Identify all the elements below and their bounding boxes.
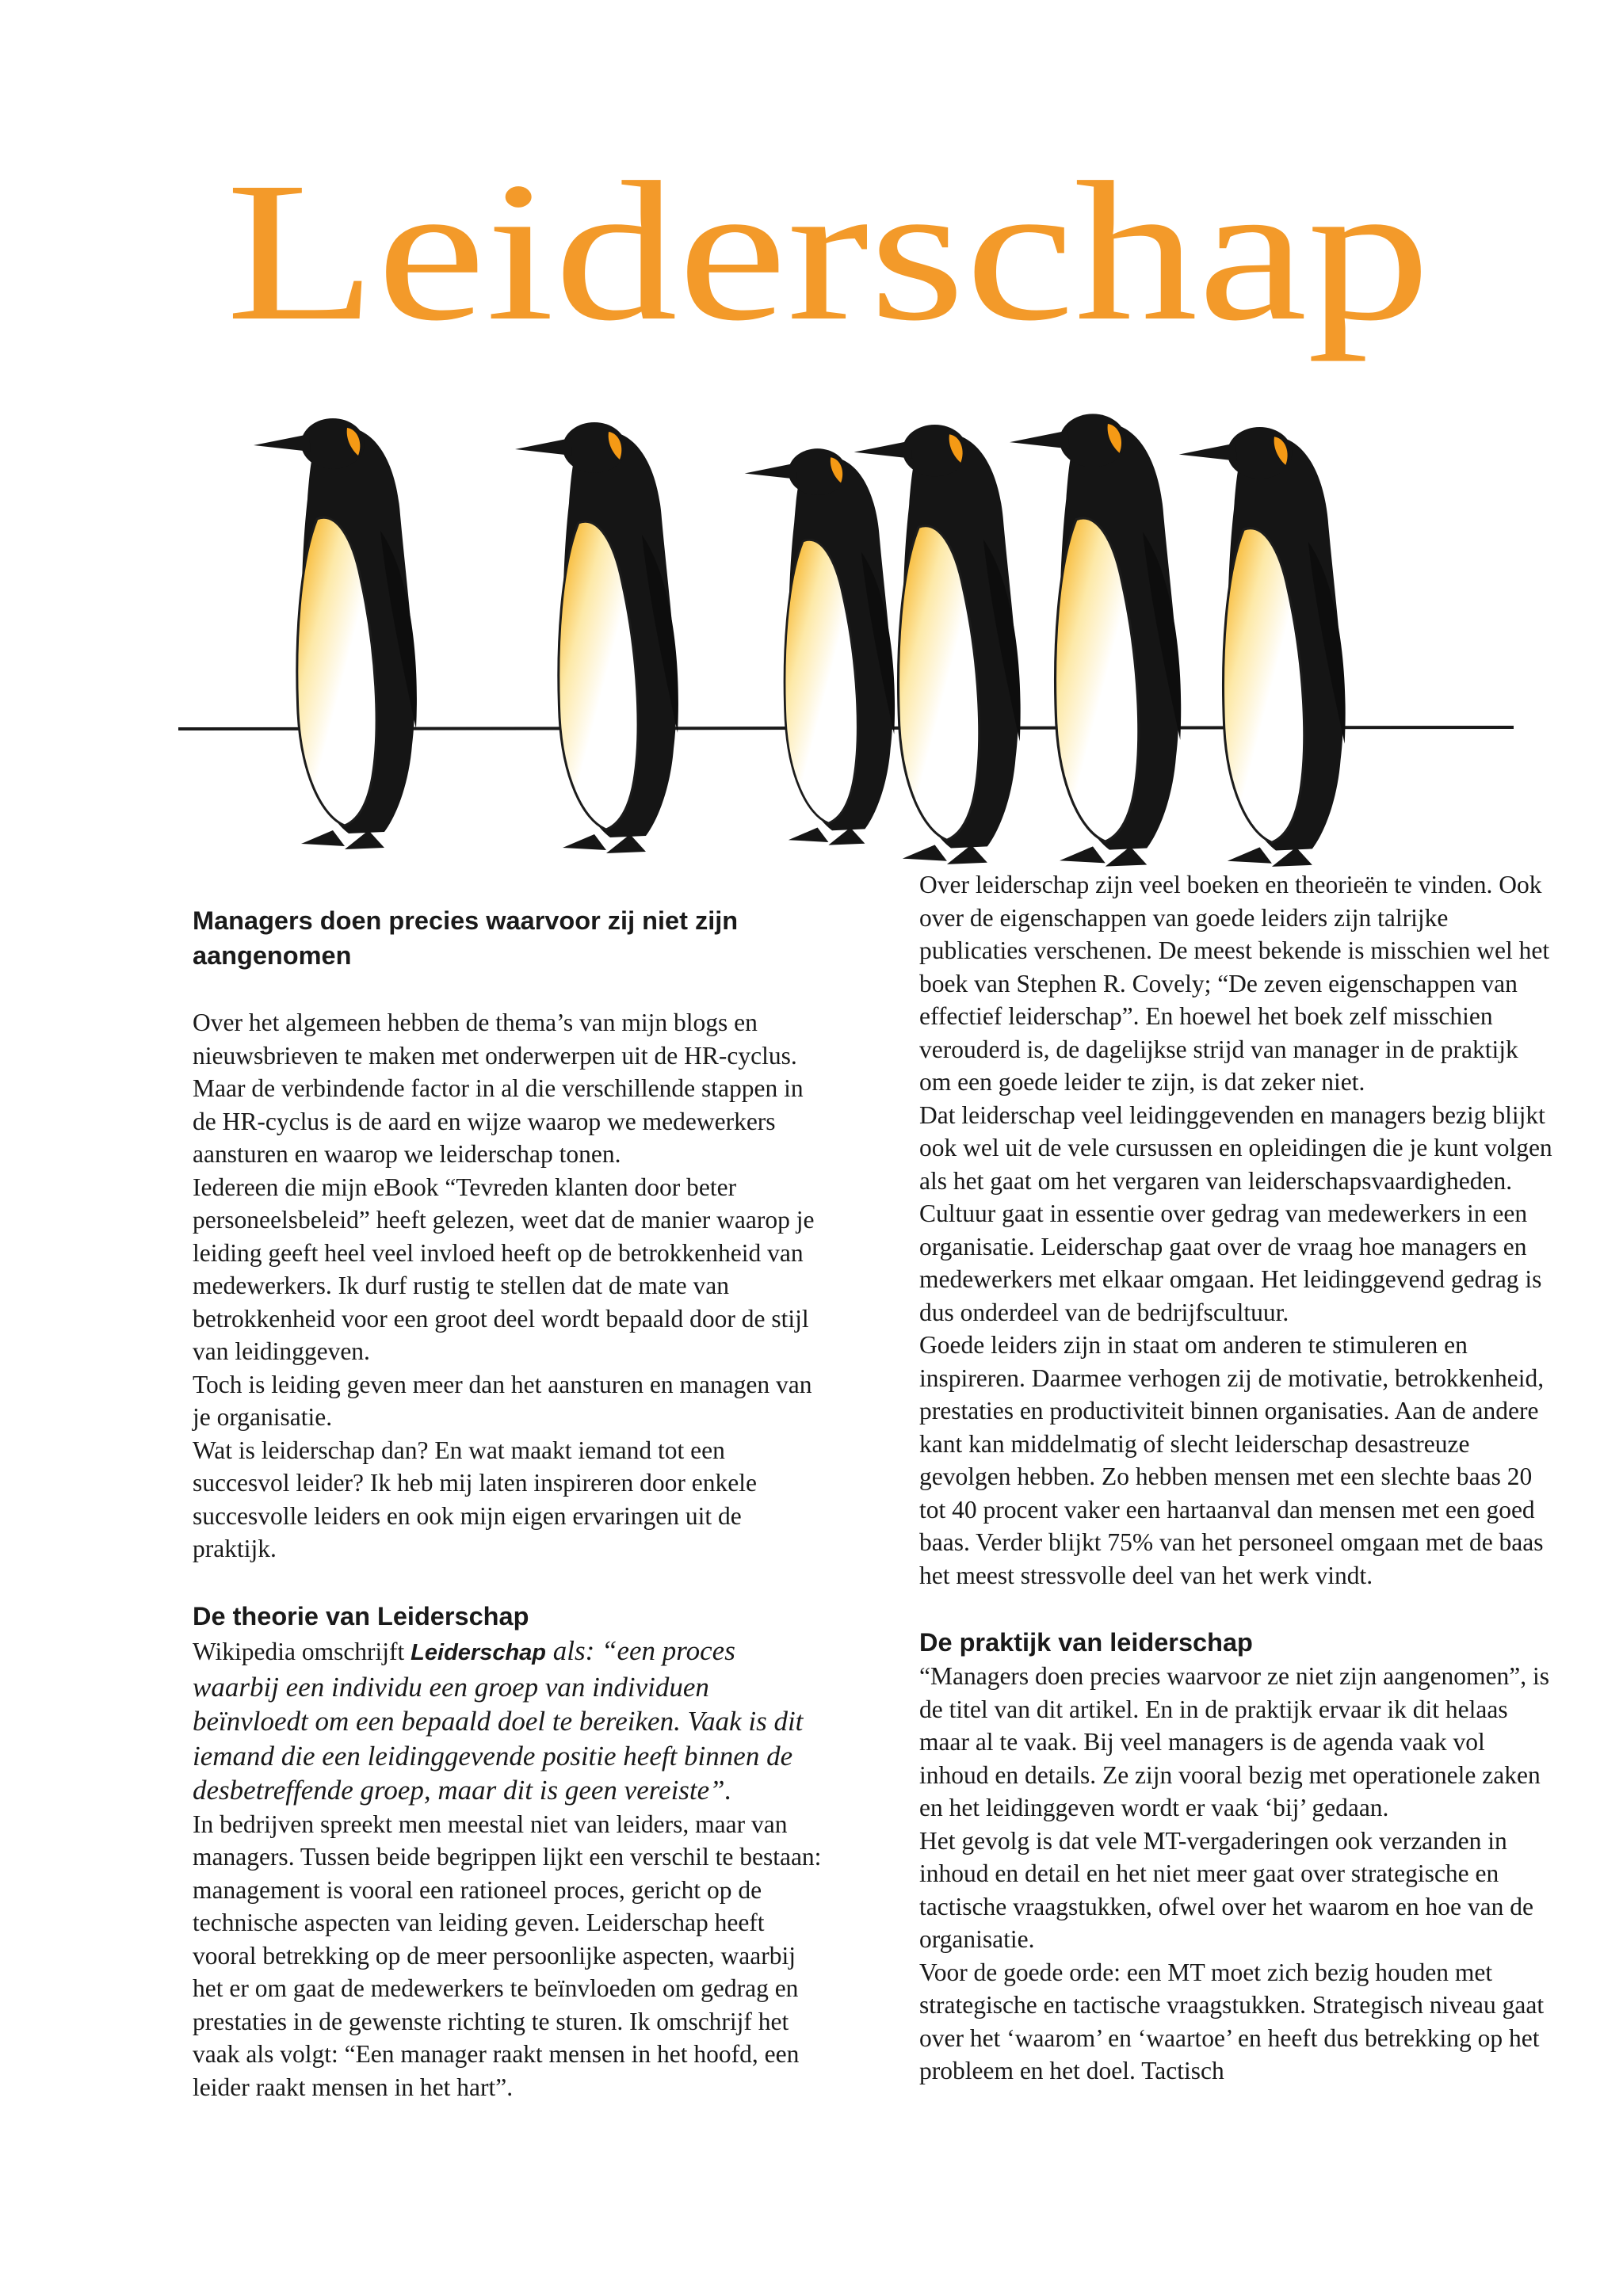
section-heading-theory: De theorie van Leiderschap <box>193 1601 529 1630</box>
wikipedia-quote <box>193 1634 827 1808</box>
paragraph: Over het algemeen hebben de thema’s van mijn blogs en nieuwsbrieven te maken met onderwerpen uit de HR-cyclus. Maar de verbindende factor in al die verschillende stappen in de HR-cyclus is de aard en wijze waarop we medewerkers aansturen en waarop we leiderschap tonen. <box>193 1009 804 1168</box>
paragraph: Toch is leiding geven meer dan het aansturen en managen van je organisatie. <box>193 1370 812 1431</box>
hero-banner <box>0 0 1623 871</box>
paragraph: Het gevolg is dat vele MT-vergaderingen ook verzanden in inhoud en detail en het niet meer gaat over strategische en tactische vraagstukken, ofwel over het waarom en hoe van de organisatie. <box>919 1826 1533 1953</box>
paragraph: Goede leiders zijn in staat om anderen te stimuleren en inspireren. Daarmee verhogen zij de motivatie, betrokkenheid, prestaties en productiviteit binnen organisaties. Aan de andere kant kan middelmatig of slecht leiderschap desastreuze gevolgen hebben. Zo hebben mensen met een slechte baas 20 tot 40 procent vaker een hartaanval dan mensen met een goed baas. Verder blijkt 75% van het personeel omgaan met de baas het meest stressvolle deel van het werk vindt. <box>919 1331 1545 1589</box>
paragraph: In bedrijven spreekt men meestal niet van leiders, maar van managers. Tussen beide begrippen lijkt een verschil te bestaan: management is vooral een rationeel proces, gericht op de technische aspecten van leiding geven. Leiderschap heeft vooral betrekking op de meer persoonlijke aspecten, waarbij het er om gaat de medewerkers te beïnvloeden om gedrag en prestaties in de gewenste richting te sturen. Ik omschrijf het vaak als volgt: “Een manager raakt mensen in het hoofd, een leider raakt mensen in het hart”. <box>193 1810 822 2101</box>
right-column <box>919 868 1553 2088</box>
paragraph: Wat is leiderschap dan? En wat maakt iemand tot een succesvol leider? Ik heb mij laten inspireren door enkele succesvolle leiders en ook mijn eigen ervaringen uit de praktijk. <box>193 1436 757 1562</box>
wiki-prefix: Wikipedia omschrijft <box>193 1637 411 1665</box>
section-heading-practice: De praktijk van leiderschap <box>919 1628 1253 1657</box>
left-column <box>193 903 827 2103</box>
wiki-quote-text: als: “een proces waarbij een individu een groep van individuen beïnvloedt om een bepaald doel te bereiken. Vaak is dit iemand die een leidinggevende positie heeft binnen de desbetreffende groep, maar dit is geen vereiste”. <box>193 1634 804 1806</box>
penguins-illustration <box>254 414 1346 866</box>
paragraph: Dat leiderschap veel leidinggevenden en managers bezig blijkt ook wel uit de vele cursussen en opleidingen die je kunt volgen als het gaat om het vergaren van leiderschapsvaardigheden. <box>919 1100 1552 1195</box>
paragraph: Over leiderschap zijn veel boeken en theorieën te vinden. Ook over de eigenschappen van goede leiders zijn talrijke publicaties verschenen. De meest bekende is misschien wel het boek van Stephen R. Covely; “De zeven eigenschappen van effectief leiderschap”. En hoewel het boek zelf misschien verouderd is, de dagelijkse strijd van manager in de praktijk om een goede leider te zijn, is dat zeker niet. <box>919 871 1550 1096</box>
paragraph: “Managers doen precies waarvoor ze niet zijn aangenomen”, is de titel van dit artikel. En in de praktijk ervaar ik dit helaas maar al te vaak. Bij veel managers is de agenda vaak vol inhoud en details. Ze zijn vooral bezig met operationele zaken en het leidinggeven wordt er vaak ‘bij’ gedaan. <box>919 1662 1550 1821</box>
wiki-keyword: Leiderschap <box>411 1639 547 1665</box>
article-heading: Managers doen precies waarvoor zij niet zijn aangenomen <box>193 906 739 970</box>
paragraph: Voor de goede orde: een MT moet zich bezig houden met strategische en tactische vraagstukken. Strategisch niveau gaat over het ‘waarom’ en ‘waartoe’ en heeft dus betrekking op het probleem en het doel. Tactisch <box>919 1958 1545 2084</box>
paragraph: Iedereen die mijn eBook “Tevreden klanten door beter personeelsbeleid” heeft gelezen, weet dat de manier waarop je leiding geeft heel veel invloed heeft op de betrokkenheid van medewerkers. Ik durf rustig te stellen dat de mate van betrokkenheid voor een groot deel wordt bepaald door de stijl van leidinggeven. <box>193 1173 815 1365</box>
hero-title: Leiderschap <box>226 140 1430 362</box>
paragraph: Cultuur gaat in essentie over gedrag van medewerkers in een organisatie. Leiderschap gaat over de vraag hoe managers en medewerkers met elkaar omgaan. Het leidinggevend gedrag is dus onderdeel van de bedrijfscultuur. <box>919 1199 1542 1326</box>
